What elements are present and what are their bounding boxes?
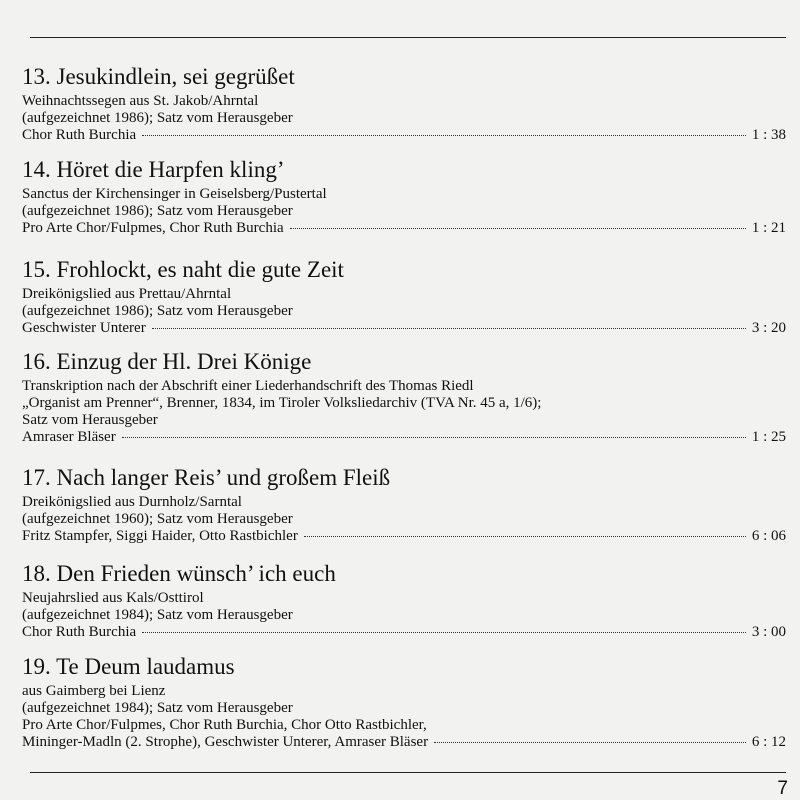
track-description: (aufgezeichnet 1986); Satz vom Herausgeber xyxy=(22,110,293,126)
page-number: 7 xyxy=(777,778,788,799)
track-title: 13. Jesukindlein, sei gegrüßet xyxy=(22,64,295,89)
track-performers: Fritz Stampfer, Siggi Haider, Otto Rastbichler xyxy=(22,528,298,544)
top-rule xyxy=(30,37,786,38)
dot-leader xyxy=(290,228,746,229)
track-description: Satz vom Herausgeber xyxy=(22,412,158,428)
dot-leader xyxy=(304,536,746,537)
track-description: Neujahrslied aus Kals/Osttirol xyxy=(22,590,204,606)
track-19 xyxy=(22,654,786,751)
track-performers-row xyxy=(22,624,786,641)
track-18 xyxy=(22,561,786,641)
track-title: 19. Te Deum laudamus xyxy=(22,654,235,679)
track-description: Transkription nach der Abschrift einer Liederhandschrift des Thomas Riedl xyxy=(22,378,474,394)
track-17 xyxy=(22,465,786,545)
track-14 xyxy=(22,157,786,237)
track-duration: 6 : 12 xyxy=(751,734,786,750)
track-title: 15. Frohlockt, es naht die gute Zeit xyxy=(22,257,344,282)
track-description: „Organist am Prenner“, Brenner, 1834, im Tiroler Volksliedarchiv (TVA Nr. 45 a, 1/6); xyxy=(22,395,542,411)
track-performers: Mininger-Madln (2. Strophe), Geschwister Unterer, Amraser Bläser xyxy=(22,734,429,750)
dot-leader xyxy=(434,742,746,743)
track-title: 17. Nach langer Reis’ und großem Fleiß xyxy=(22,465,391,490)
track-description: (aufgezeichnet 1984); Satz vom Herausgeber xyxy=(22,607,293,623)
track-title: 14. Höret die Harpfen kling’ xyxy=(22,157,285,182)
track-description: Dreikönigslied aus Prettau/Ahrntal xyxy=(22,286,232,302)
track-duration: 1 : 38 xyxy=(751,127,786,143)
track-description: Sanctus der Kirchensinger in Geiselsberg/Pustertal xyxy=(22,186,327,202)
track-duration: 6 : 06 xyxy=(751,528,786,544)
track-performers: Amraser Bläser xyxy=(22,429,116,445)
track-performers-row xyxy=(22,734,786,751)
bottom-rule xyxy=(30,772,786,773)
track-performers-row xyxy=(22,220,786,237)
track-performers-row xyxy=(22,528,786,545)
track-performers: Geschwister Unterer xyxy=(22,320,146,336)
track-duration: 1 : 21 xyxy=(751,220,786,236)
track-duration: 3 : 00 xyxy=(751,624,786,640)
track-performers: Chor Ruth Burchia xyxy=(22,624,137,640)
track-performers-row xyxy=(22,320,786,337)
track-performers-row xyxy=(22,429,786,446)
track-title: 18. Den Frieden wünsch’ ich euch xyxy=(22,561,336,586)
track-description: (aufgezeichnet 1986); Satz vom Herausgeber xyxy=(22,203,293,219)
track-duration: 3 : 20 xyxy=(751,320,786,336)
dot-leader xyxy=(122,437,746,438)
track-duration: 1 : 25 xyxy=(751,429,786,445)
dot-leader xyxy=(142,632,746,633)
track-description: (aufgezeichnet 1986); Satz vom Herausgeber xyxy=(22,303,293,319)
track-description: Pro Arte Chor/Fulpmes, Chor Ruth Burchia, Chor Otto Rastbichler, xyxy=(22,717,427,733)
track-16 xyxy=(22,349,786,446)
dot-leader xyxy=(152,328,746,329)
dot-leader xyxy=(142,135,746,136)
track-performers: Chor Ruth Burchia xyxy=(22,127,137,143)
track-13 xyxy=(22,64,786,144)
track-title: 16. Einzug der Hl. Drei Könige xyxy=(22,349,312,374)
track-performers-row xyxy=(22,127,786,144)
track-description: Dreikönigslied aus Durnholz/Sarntal xyxy=(22,494,242,510)
track-performers: Pro Arte Chor/Fulpmes, Chor Ruth Burchia xyxy=(22,220,284,236)
track-description: (aufgezeichnet 1960); Satz vom Herausgeber xyxy=(22,511,293,527)
track-description: aus Gaimberg bei Lienz xyxy=(22,683,166,699)
track-description: (aufgezeichnet 1984); Satz vom Herausgeber xyxy=(22,700,293,716)
track-description: Weihnachtssegen aus St. Jakob/Ahrntal xyxy=(22,93,259,109)
track-15 xyxy=(22,257,786,337)
